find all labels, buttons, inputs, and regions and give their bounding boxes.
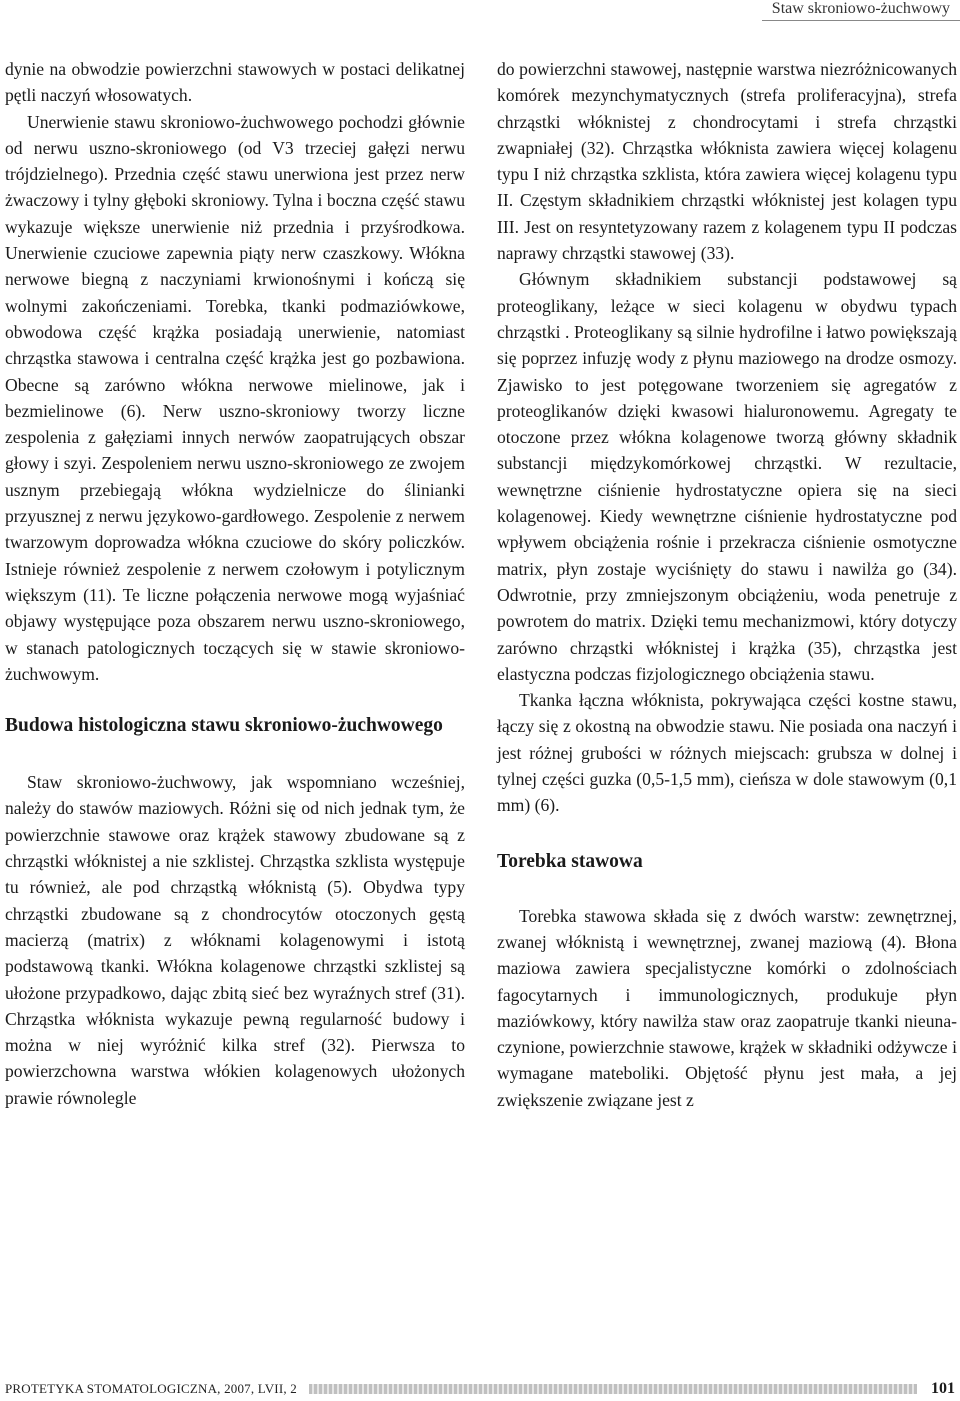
section-heading: Torebka stawowa xyxy=(497,850,643,872)
section-heading: Budowa histologiczna stawu skroniowo-żuchwowego xyxy=(5,715,443,737)
paragraph: do powierzchni stawowej, następnie warstwa niezróżnicowanych komórek mezynchymatycznych (strefa proliferacyjna), strefa chrząstki włóknistej z chondrocytami i strefa chrząstki zwapniałej (32). Chrząstka włóknista zawiera więcej kolagenu typu I niż chrząstka szklista, która zawiera więcej kolagenu typu II. Częstym składnikiem chrząstki włóknistej jest kolagen typu III. Jest on resyntetyzowany razem z kolagenem typu II podczas naprawy chrząstki stawowej (33). xyxy=(497,59,957,264)
left-column xyxy=(5,56,465,1111)
paragraph: Staw skroniowo-żuchwowy, jak wspomniano wcześniej, należy do stawów maziowych. Różni się od nich jednak tym, że powierzchnie stawowe oraz krążek stawowy zbudowane są z chrząstki włóknistej a nie szklistej. Chrząstka szklista występuje tu również, ale pod chrząstką włóknistą (5). Obydwa typy chrząstki zbudowane są z chondrocytów otoczonych gęstą macierzą (matrix) z włóknami kolagenowymi i istotą podstawową tkanki. Włókna kolagenowe chrząstki szklistej są ułożone przypadkowo, dając zbitą sieć bez wyraźnych stref (31). Chrząstka włóknista wykazuje pewną regularność budowy i można w niej wyróżnić kilka stref (32). Pierwsza to powierzchowna warstwa włókien kolagenowych ułożonych prawie równolegle xyxy=(5,772,465,1108)
page-number: 101 xyxy=(931,1380,955,1397)
paragraph: Unerwienie stawu skroniowo-żuchwowego pochodzi głównie od nerwu uszno-skroniowego (od V3 trzeciej gałęzi nerwu trójdzielnego). Przednia część stawu unerwiona jest przez nerw żwaczowy i tylny głęboki skroniowy. Tylna i boczna część stawu wykazuje większe unerwienie niż przednia i przyśrodkowa. Unerwienie czuciowe zapewnia piąty nerw czaszkowy. Włókna nerwowe biegną z naczyniami krwionośnymi i kończą się wolnymi zakończeniami. Torebka, tkanki podmaziówkowe, obwodowa część krążka posiadają unerwienie, natomiast chrząstka stawowa i centralna część krążka jest go pozbawiona. Obecne są zarówno włókna nerwowe mielinowe, jak i bezmielinowe (6). Nerw uszno-skroniowy tworzy liczne zespolenia z gałęziami innych nerwów zaopatrujących obszar głowy i szyi. Zespoleniem nerwu uszno-skroniowego ze zwojem usznym przebiegają włókna wydzielnicze do ślinianki przyusznej z nerwu językowo-gardłowego. Zespolenie z nerwem twarzowym doprowadza włókna czuciowe do skóry policzków. Istnieje również zespolenie z nerwem czołowym i potylicznym większym (11). Te liczne połączenia nerwowe mogą wyjaśniać objawy występujące poza obszarem nerwu uszno-skroniowego, w stanach patologicznych toczących się w stawie skroniowo-żuchwowym. xyxy=(5,111,465,684)
running-header: Staw skroniowo-żuchwowy xyxy=(762,0,960,21)
paragraph: Głównym składnikiem substancji podstawowej są proteoglikany, leżące w sieci kolagenu w obydwu typach chrząstki . Proteoglikany są silnie hydrofilne i łatwo powiększają się poprzez infuzję wody z płynu maziowego na drodze osmozy. Zjawisko to jest potęgowane tworzeniem się agregatów z proteoglikanów dzięki kwasowi hialuronowemu. Agregaty te otoczone przez włókna kolagenowe tworzą główny składnik substancji międzykomórkowej chrząstki. W rezultacie, wewnętrzne ciśnienie hydrostatyczne opiera się na sieci kolagenowej. Kiedy wewnętrzne ciśnienie hydrostatyczne pod wpływem obciążenia rośnie i przekracza ciśnienie osmotyczne matrix, płyn zostaje wyciśnięty do stawu i nawilża go (34). Odwrotnie, przy zmniejszonym obciążeniu, woda penetruje z powrotem do matrix. Dzięki temu mechanizmowi, który dotyczy zarówno chrząstki włóknistej i krążka (35), chrząstka jest elastyczna podczas fizjologicznego obciążenia stawu. xyxy=(497,269,957,684)
paragraph: dynie na obwodzie powierzchni stawowych w postaci delikatnej pętli naczyń włosowatych. xyxy=(5,59,465,106)
journal-citation: PROTETYKA STOMATOLOGICZNA, 2007, LVII, 2 xyxy=(5,1381,297,1396)
paragraph: Torebka stawowa składa się z dwóch warstw: zewnętrznej, zwanej włóknistą i wewnętrznej, zwanej maziową (4). Błona maziowa zawiera specjalistyczne komórki o zdolnościach fagocytarnych i immunologicznych, produkuje płyn maziówkowy, który nawilża staw oraz zaopatruje tkanki nieunaczynione, powierzchnie stawowe, krążek w składniki odżywcze i wymagane mateboliki. Objętość płynu jest mała, a jej zwiększenie związane jest z xyxy=(497,905,957,1110)
right-column xyxy=(497,56,957,1113)
page-footer xyxy=(5,1380,955,1398)
paragraph: Tkanka łączna włóknista, pokrywająca części kostne stawu, łączy się z okostną na obwodzie stawu. Nie posiada ona naczyń i jest różnej grubości w różnych miejscach: grubsza w dolnej i tylnej części guzka (0,5-1,5 mm), cieńsza w dole stawowym (0,1 mm) (6). xyxy=(497,690,957,816)
footer-rule xyxy=(309,1384,917,1394)
